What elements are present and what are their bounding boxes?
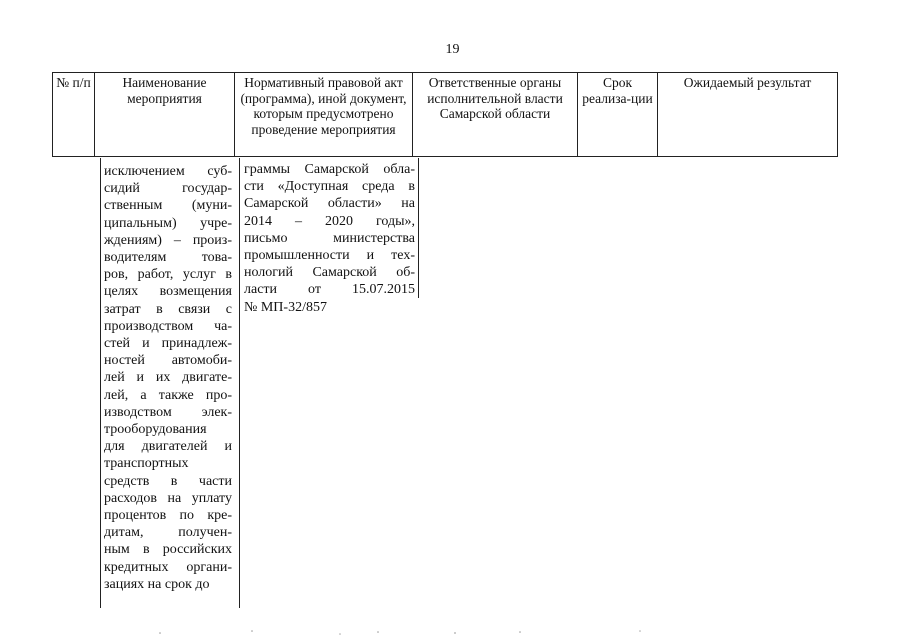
event-name-line: ципальным) учре-: [104, 215, 232, 231]
legal-act-cell: [244, 161, 415, 316]
event-name-line: ственным (муни-: [104, 198, 232, 214]
event-name-line: водителям това-: [104, 250, 232, 266]
header-legal-act: Нормативный правовой акт (программа), иной документ, которым предусмотрено проведение мероприятия: [235, 73, 413, 157]
event-name-line: ров, работ, услуг в: [104, 267, 232, 283]
event-name-line: зациях на срок до: [104, 576, 210, 592]
event-name-cell: [104, 163, 232, 593]
scan-specks: [0, 620, 905, 640]
legal-act-line: промышленности и тех-: [244, 248, 415, 264]
event-name-line: для двигателей и: [104, 439, 232, 455]
event-name-line: сидий госудaр-: [104, 181, 232, 197]
header-expected-result: Ожидаемый результат: [658, 73, 838, 157]
event-name-line: трооборудования: [104, 422, 207, 438]
event-name-line: расходов на уплату: [104, 490, 232, 506]
measures-table-header: [52, 72, 838, 157]
event-name-line: кредитных органи-: [104, 559, 232, 575]
column-rule-left: [100, 158, 101, 608]
legal-act-line: нологий Самарской об-: [244, 265, 415, 281]
event-name-line: дитам, получен-: [104, 525, 232, 541]
event-name-line: изводством элек-: [104, 404, 232, 420]
page-number: 19: [445, 42, 460, 57]
event-name-line: стей и принадлеж-: [104, 336, 232, 352]
legal-act-line: сти «Доступная среда в: [244, 179, 415, 195]
column-rule-middle: [239, 158, 240, 608]
event-name-line: лей и их двигате-: [104, 370, 232, 386]
legal-act-line: письмо министерства: [244, 230, 415, 246]
event-name-line: исключением суб-: [104, 164, 232, 179]
legal-act-line: граммы Самарской обла-: [244, 162, 415, 177]
event-name-line: целях возмещения: [104, 284, 232, 300]
column-rule-right: [418, 158, 419, 298]
event-name-line: затрат в связи с: [104, 301, 232, 317]
legal-act-line: ласти от 15.07.2015: [244, 282, 415, 298]
event-name-line: транспортных: [104, 456, 189, 472]
event-name-line: ностей автомоби-: [104, 353, 232, 369]
event-name-line: ждениям) – произ-: [104, 232, 232, 248]
event-name-line: ным в российских: [104, 542, 232, 558]
header-term: Срок реализа-ции: [578, 73, 658, 157]
header-row: [53, 73, 838, 157]
event-name-line: производством ча-: [104, 318, 232, 334]
event-name-line: средств в части: [104, 473, 232, 489]
header-responsible-bodies: Ответственные органы исполнительной власти Самарской области: [413, 73, 578, 157]
legal-act-line: № МП-32/857: [244, 299, 327, 315]
legal-act-line: 2014 – 2020 годы»,: [244, 213, 415, 229]
header-number: № п/п: [53, 73, 95, 157]
event-name-line: процентов по кре-: [104, 508, 232, 524]
header-event-name: Наименование мероприятия: [95, 73, 235, 157]
legal-act-line: Самарской области» на: [244, 196, 415, 212]
event-name-line: лей, а также про-: [104, 387, 232, 403]
